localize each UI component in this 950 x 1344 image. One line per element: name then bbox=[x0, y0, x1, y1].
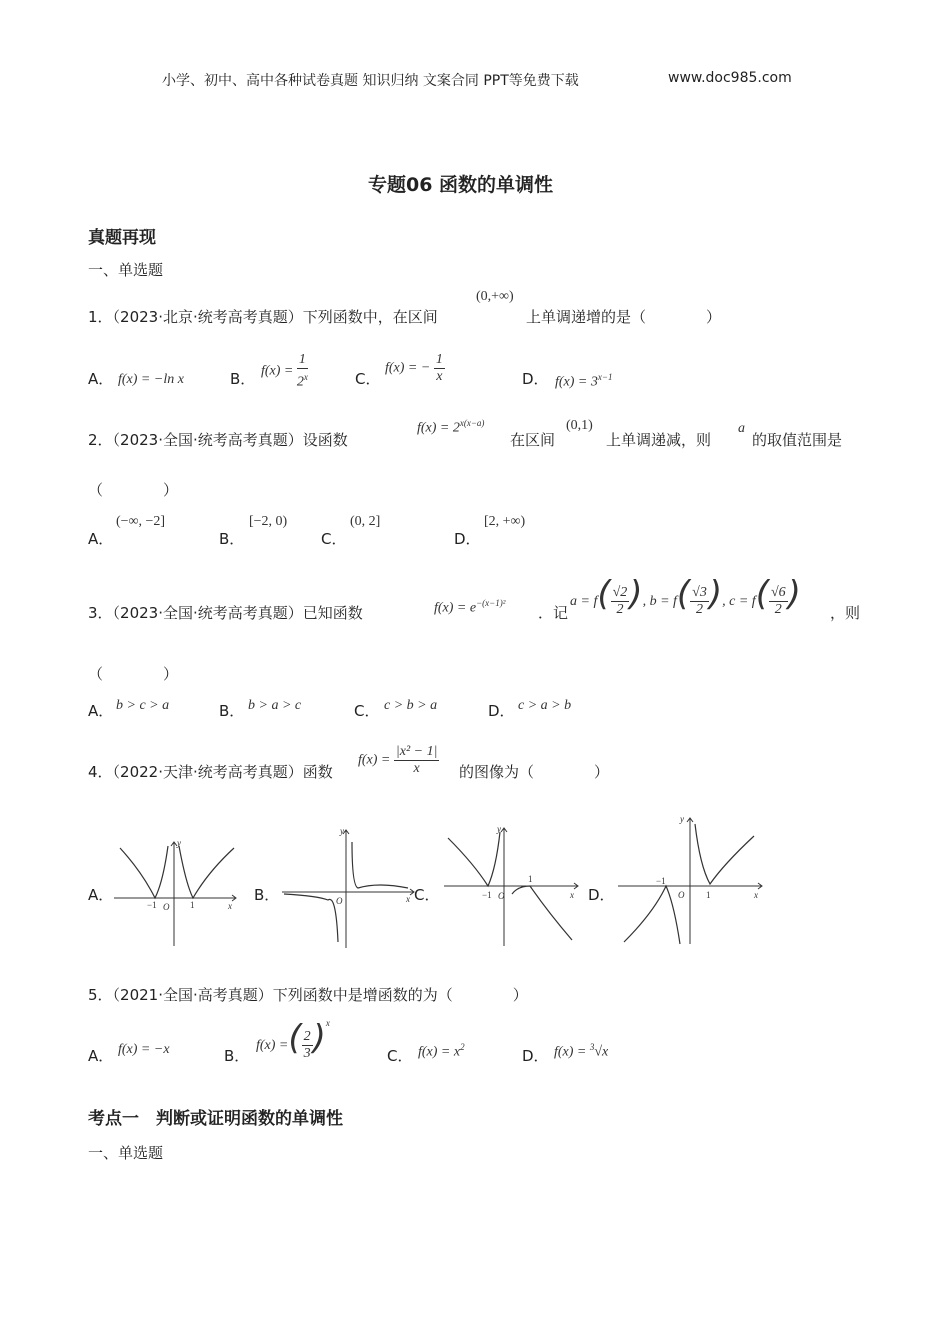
svg-text:y: y bbox=[680, 814, 684, 824]
q1-option-d: $f(x) = 3^{x-1}$ bbox=[555, 372, 613, 390]
q5-option-a: f(x) = −x bbox=[118, 1042, 170, 1057]
q1-option-a: f(x) = −ln x bbox=[118, 372, 184, 387]
section-heading: 真题再现 bbox=[88, 228, 156, 248]
option-label: D． bbox=[522, 370, 549, 388]
svg-text:1: 1 bbox=[528, 874, 533, 884]
q3-definitions: a = f( $\frac{√2}{2}$ ), b = f( $\frac{√3}{2}$ ), c = f( $\frac{√6}{2}$ ) bbox=[570, 574, 801, 618]
subsection-heading: 一、单选题 bbox=[88, 261, 164, 279]
q3-option-d: c > a > b bbox=[518, 698, 572, 713]
option-label: D． bbox=[588, 886, 615, 904]
q1-option-b: f(x) = $\frac{1}{2^x}$ bbox=[261, 352, 308, 390]
option-label: A． bbox=[88, 702, 114, 720]
option-label: A． bbox=[88, 530, 114, 548]
svg-text:O: O bbox=[498, 891, 505, 901]
header-site-link[interactable]: www.doc985.com bbox=[668, 70, 792, 86]
q2-var: a bbox=[738, 421, 745, 436]
page-title: 专题06 函数的单调性 bbox=[368, 174, 554, 196]
svg-text:−1: −1 bbox=[482, 890, 492, 900]
q4-function: f(x) = $\frac{\text{|x² − 1|}}{x}$ bbox=[358, 744, 438, 776]
q4-graph-d bbox=[614, 814, 764, 946]
svg-text:y: y bbox=[340, 826, 344, 836]
q2-option-b: [−2, 0) bbox=[249, 514, 288, 529]
q2-option-d: [2, +∞) bbox=[484, 514, 526, 529]
q2-function: $f(x) = 2^{x(x-a)}$ bbox=[417, 418, 485, 436]
question-5: 5．（2021·全国·高考真题）下列函数中是增函数的为（ ） bbox=[88, 986, 528, 1004]
q4-graph-b bbox=[278, 824, 418, 950]
option-label: A． bbox=[88, 1047, 114, 1065]
question-1 bbox=[88, 306, 438, 327]
q4-tail: 的图像为（ ） bbox=[459, 763, 610, 781]
svg-text:x: x bbox=[754, 890, 758, 900]
section-heading: 考点一 判断或证明函数的单调性 bbox=[88, 1109, 343, 1129]
option-label: B． bbox=[230, 370, 256, 388]
svg-text:x: x bbox=[570, 890, 574, 900]
q2-option-c: (0, 2] bbox=[350, 514, 381, 529]
q5-option-b: f(x) =( $\frac{2}{3}$ )$^x$ bbox=[256, 1018, 330, 1062]
option-label: C． bbox=[321, 530, 347, 548]
svg-text:O: O bbox=[163, 902, 170, 912]
q1-interval: (0,+∞) bbox=[476, 289, 514, 304]
q3-option-a: b > c > a bbox=[116, 698, 170, 713]
option-label: D． bbox=[488, 702, 515, 720]
svg-text:y: y bbox=[497, 824, 501, 834]
q4-graph-a bbox=[108, 822, 238, 948]
option-label: C． bbox=[414, 886, 440, 904]
header-text: 小学、初中、高中各种试卷真题 知识归纳 文案合同 PPT等免费下载 bbox=[162, 73, 579, 89]
svg-text:x: x bbox=[228, 901, 232, 911]
q3-mid: ．记 bbox=[538, 604, 569, 622]
svg-text:−1: −1 bbox=[656, 876, 666, 886]
subsection-heading: 一、单选题 bbox=[88, 1144, 164, 1162]
q3-option-c: c > b > a bbox=[384, 698, 438, 713]
svg-text:O: O bbox=[336, 896, 343, 906]
question-2: 2．（2023·全国·统考高考真题）设函数 bbox=[88, 431, 348, 449]
q2-mid2: 上单调递减，则 bbox=[606, 431, 712, 449]
svg-text:−1: −1 bbox=[147, 900, 157, 910]
option-label: D． bbox=[454, 530, 481, 548]
option-label: A． bbox=[88, 886, 114, 904]
q3-option-b: b > a > c bbox=[248, 698, 302, 713]
question-3: 3．（2023·全国·统考高考真题）已知函数 bbox=[88, 604, 363, 622]
svg-text:y: y bbox=[177, 838, 181, 848]
answer-paren: （ ） bbox=[88, 665, 179, 683]
question-4: 4．（2022·天津·统考高考真题）函数 bbox=[88, 763, 333, 781]
option-label: B． bbox=[219, 530, 245, 548]
q1-option-c: f(x) = − $\frac{1}{x}$ bbox=[385, 352, 443, 384]
q1-tail: 上单调递增的是（ ） bbox=[526, 308, 722, 326]
question-source: （2023·北京·统考高考真题）下列函数中，在区间 bbox=[112, 308, 438, 326]
svg-text:1: 1 bbox=[190, 900, 195, 910]
q5-option-c: $f(x) = x^2$ bbox=[418, 1042, 465, 1060]
q4-graph-c bbox=[440, 822, 580, 948]
svg-text:x: x bbox=[406, 894, 410, 904]
q2-mid: 在区间 bbox=[510, 431, 556, 449]
q3-function: $f(x) = e^{-(x-1)^2}$ bbox=[434, 598, 506, 616]
q5-option-d: f(x) = $^3$√x bbox=[554, 1042, 609, 1060]
svg-text:1: 1 bbox=[706, 890, 711, 900]
option-label: A． bbox=[88, 370, 114, 388]
option-label: B． bbox=[224, 1047, 250, 1065]
option-label: B． bbox=[219, 702, 245, 720]
option-label: C． bbox=[387, 1047, 413, 1065]
option-label: C． bbox=[355, 370, 381, 388]
svg-text:O: O bbox=[678, 890, 685, 900]
option-label: B． bbox=[254, 886, 280, 904]
option-label: C． bbox=[354, 702, 380, 720]
q2-interval: (0,1) bbox=[566, 418, 593, 433]
q3-tail: ，则 bbox=[830, 604, 861, 622]
option-label: D． bbox=[522, 1047, 549, 1065]
answer-paren: （ ） bbox=[88, 481, 179, 499]
question-number: 1． bbox=[88, 308, 113, 326]
q2-option-a: (−∞, −2] bbox=[116, 514, 166, 529]
q2-tail: 的取值范围是 bbox=[752, 431, 843, 449]
